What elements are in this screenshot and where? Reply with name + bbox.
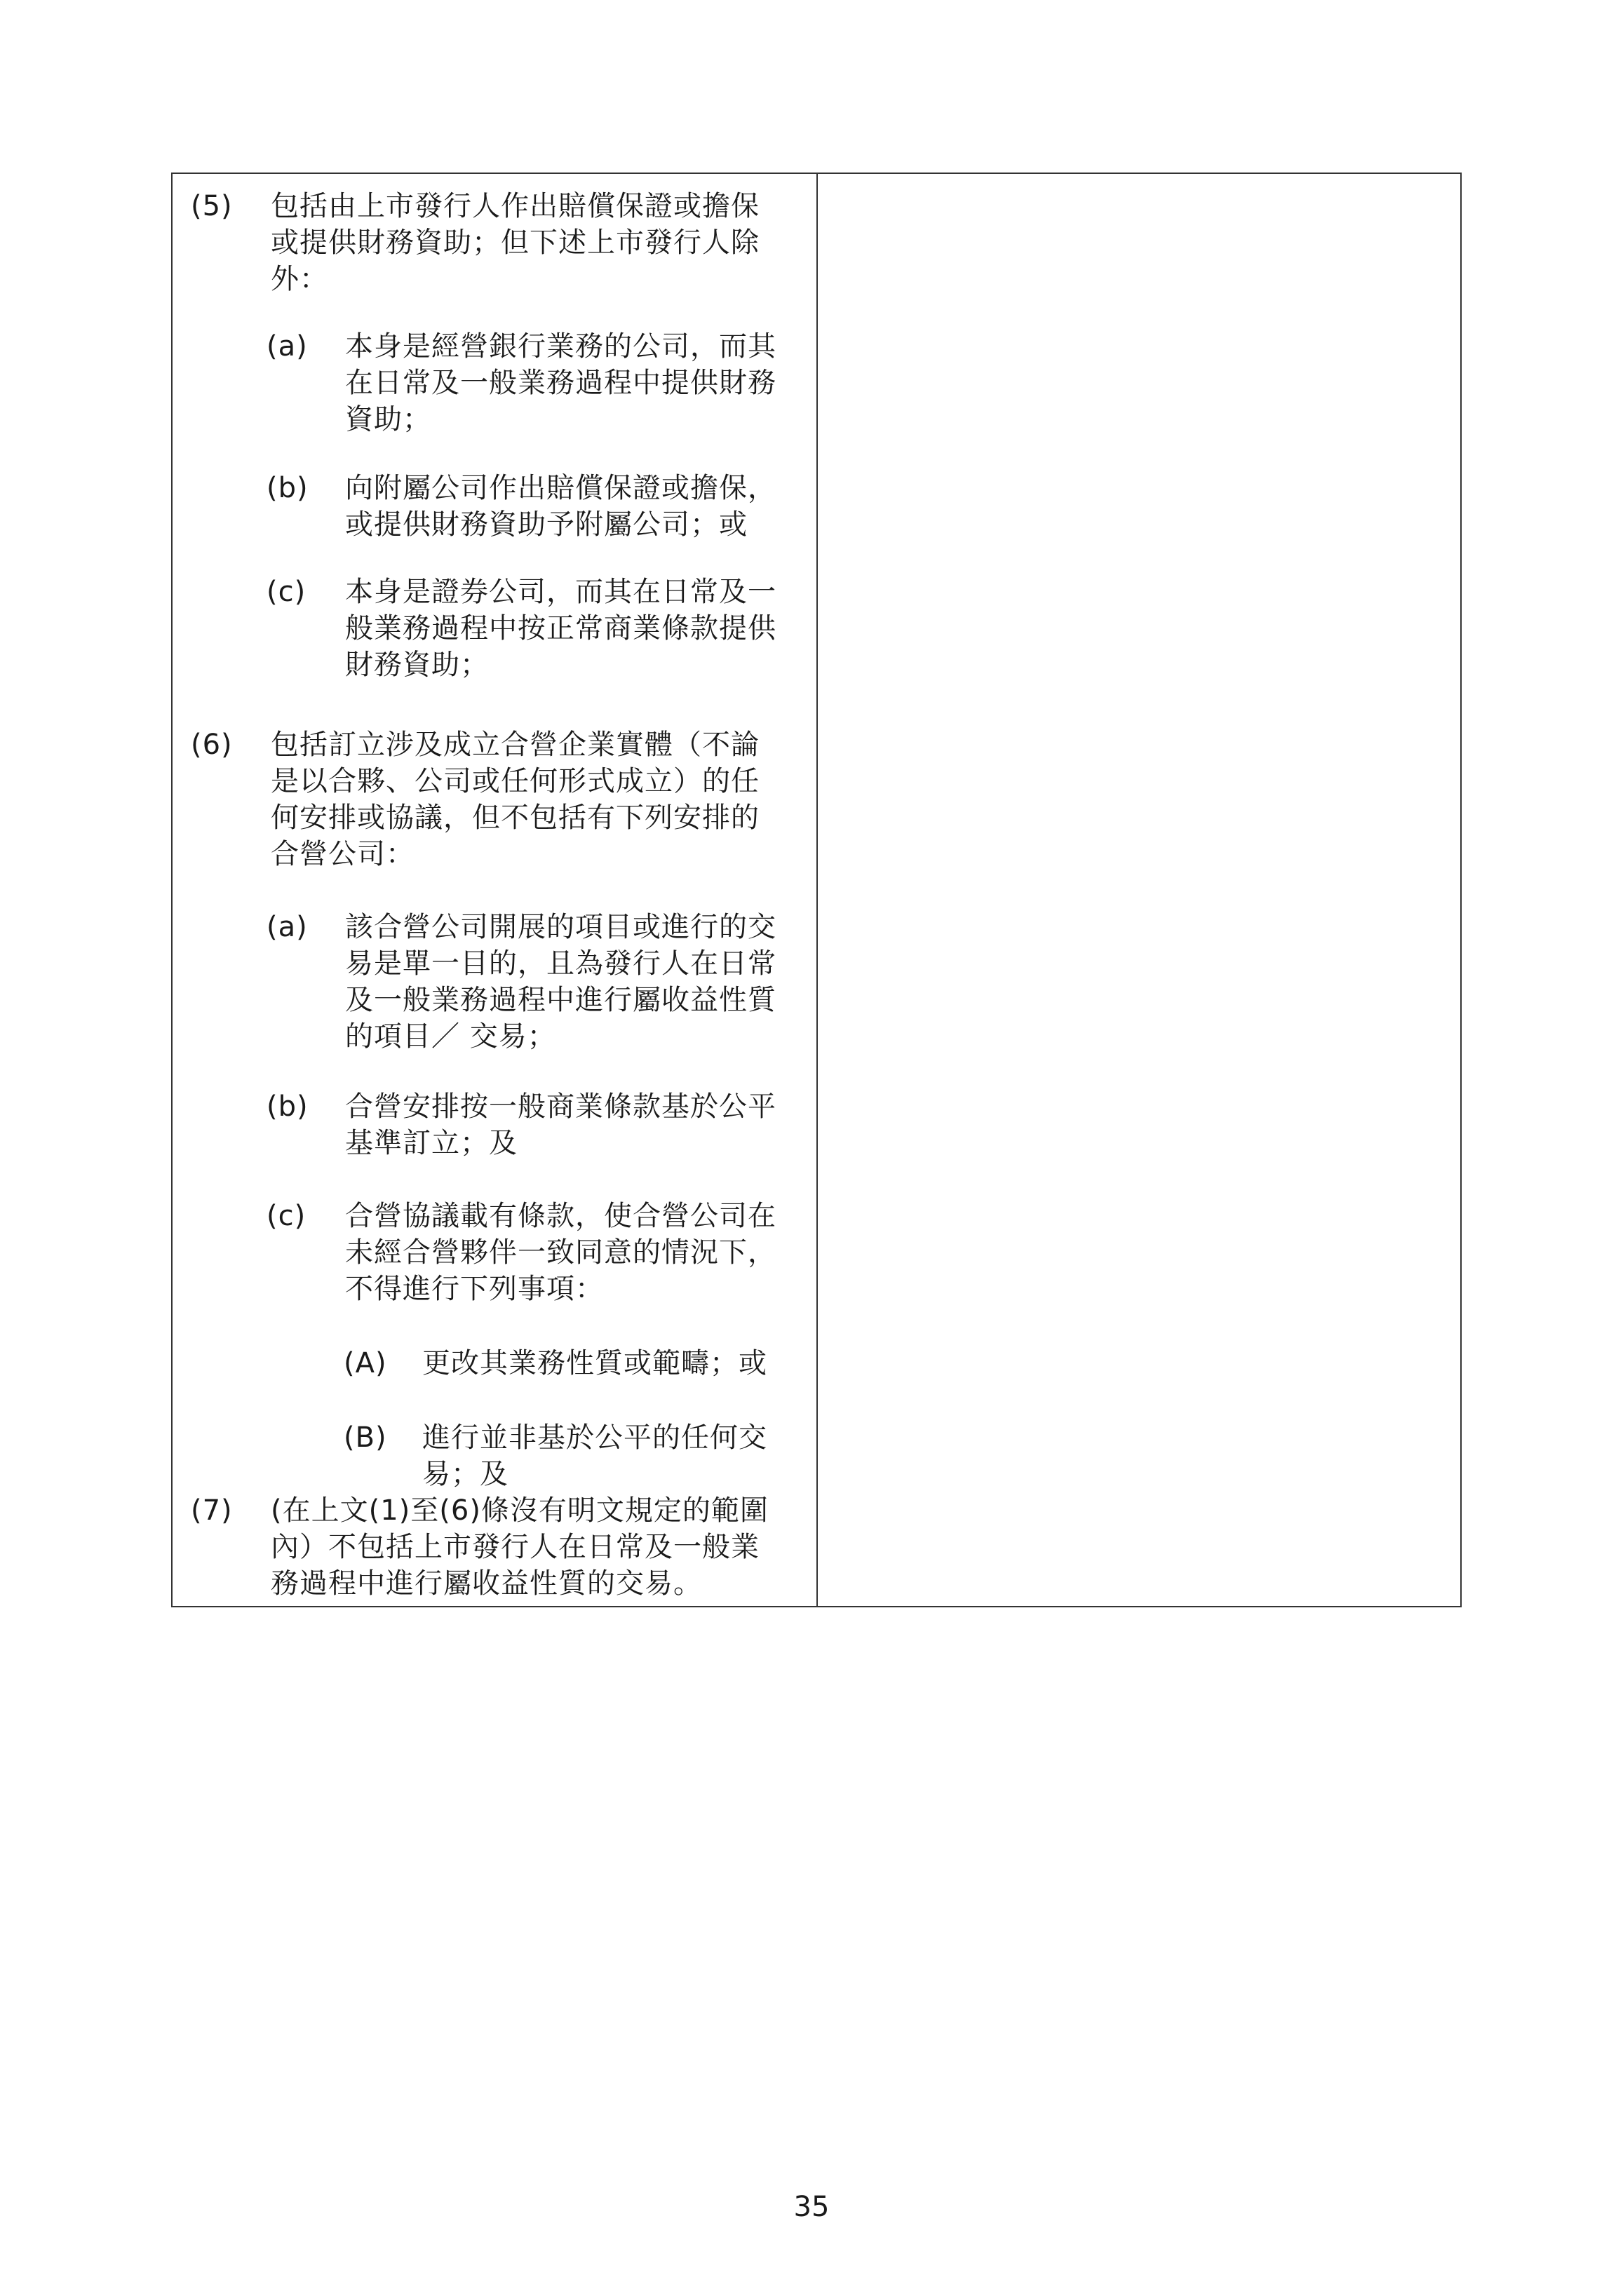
item-7 xyxy=(191,1492,769,1602)
item-label: (a) xyxy=(267,330,308,363)
item-label: (b) xyxy=(267,472,309,504)
item-label: (A) xyxy=(344,1347,387,1379)
item-label: (6) xyxy=(191,729,233,761)
item-label: (a) xyxy=(267,911,308,943)
item-label: (5) xyxy=(191,190,233,222)
provisions-table xyxy=(171,173,1462,1607)
item-6 xyxy=(191,727,760,872)
item-5a xyxy=(267,328,776,438)
item-6cB xyxy=(344,1419,767,1492)
item-text: 進行並非基於公平的任何交 易；及 xyxy=(422,1422,767,1490)
item-text: 該合營公司開展的項目或進行的交 易是單一目的，且為發行人在日常 及一般業務過程中進行屬收益性質 的項目／ 交易； xyxy=(345,911,776,1053)
item-text: 包括由上市發行人作出賠償保證或擔保 或提供財務資助；但下述上市發行人除 外： xyxy=(271,190,760,295)
item-6cA xyxy=(344,1345,767,1382)
item-text: 包括訂立涉及成立合營企業實體（不論 是以合夥、公司或任何形式成立）的任 何安排或協議，但不包括有下列安排的 合營公司： xyxy=(271,729,760,870)
item-5b xyxy=(267,470,776,543)
item-label: (c) xyxy=(267,576,307,608)
item-label: (B) xyxy=(344,1422,387,1454)
item-5 xyxy=(191,188,760,297)
right-column-cell xyxy=(818,174,1460,1606)
item-text: 本身是經營銀行業務的公司，而其 在日常及一般業務過程中提供財務 資助； xyxy=(345,330,776,435)
item-6b xyxy=(267,1088,776,1161)
item-text: 本身是證券公司，而其在日常及一 般業務過程中按正常商業條款提供 財務資助； xyxy=(345,576,776,681)
item-label: (b) xyxy=(267,1090,309,1123)
item-text: 合營安排按一般商業條款基於公平 基準訂立；及 xyxy=(345,1090,776,1159)
item-label: (c) xyxy=(267,1200,307,1232)
item-text: 更改其業務性質或範疇；或 xyxy=(422,1347,767,1379)
page-number: 35 xyxy=(793,2191,830,2223)
item-6a xyxy=(267,909,776,1055)
item-text: 向附屬公司作出賠償保證或擔保， 或提供財務資助予附屬公司；或 xyxy=(345,472,776,541)
item-text: (在上文(1)至(6)條沒有明文規定的範圍 內）不包括上市發行人在日常及一般業 務過程中進行屬收益性質的交易。 xyxy=(271,1494,769,1600)
item-6c xyxy=(267,1198,776,1307)
item-label: (7) xyxy=(191,1494,233,1527)
item-text: 合營協議載有條款，使合營公司在 未經合營夥伴一致同意的情況下， 不得進行下列事項： xyxy=(345,1200,776,1305)
item-5c xyxy=(267,574,776,683)
